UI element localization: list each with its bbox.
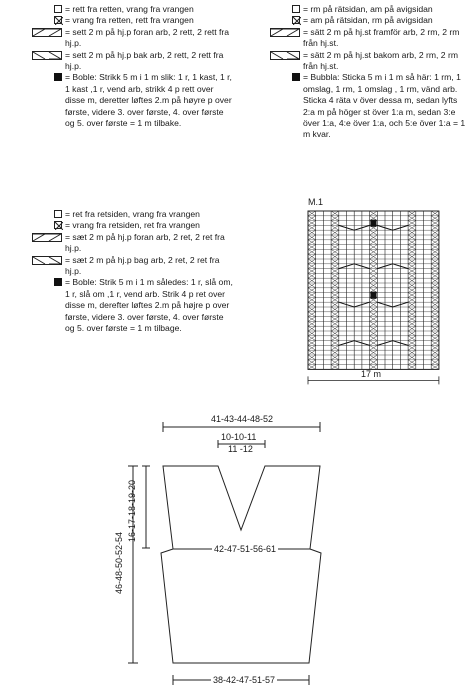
purl-cell — [408, 360, 416, 365]
legend-text: = rm på rätsidan, am på avigsidan — [303, 4, 433, 14]
purl-cell — [308, 350, 316, 355]
purl-cell — [370, 259, 378, 264]
legend-text: = vrang fra retten, rett fra vrangen — [65, 15, 194, 26]
purl-cell — [370, 307, 378, 312]
purl-cell — [408, 211, 416, 216]
purl-cell — [408, 245, 416, 250]
purl-cell — [408, 254, 416, 259]
purl-cell — [431, 283, 439, 288]
legend-text: = sett 2 m på hj.p foran arb, 2 rett, 2 rett fra hj.p. — [65, 26, 230, 49]
purl-cell — [308, 225, 316, 230]
purl-cell — [308, 331, 316, 336]
purl-cell — [370, 293, 378, 298]
purl-cell — [408, 312, 416, 317]
purl-cell — [308, 317, 316, 322]
purl-cell — [408, 249, 416, 254]
purl-cell — [308, 273, 316, 278]
purl-cell — [331, 254, 339, 259]
purl-cell — [431, 336, 439, 341]
purl-cell — [431, 245, 439, 250]
cable-symbol — [339, 225, 370, 230]
purl-cell — [331, 355, 339, 360]
purl-cell — [331, 259, 339, 264]
purl-cell — [331, 317, 339, 322]
crossed-square-icon — [268, 15, 300, 24]
legend-row — [268, 15, 468, 26]
purl-cell — [431, 259, 439, 264]
purl-cell — [370, 288, 378, 293]
purl-cell — [431, 254, 439, 259]
purl-cell — [308, 321, 316, 326]
purl-cell — [370, 254, 378, 259]
purl-cell — [370, 230, 378, 235]
purl-cell — [431, 326, 439, 331]
purl-cell — [408, 331, 416, 336]
legend-row — [30, 209, 235, 220]
bottom-width-label: 38-42-47-51-57 — [213, 675, 276, 685]
legend-text: = am på rätsidan, rm på avigsidan — [303, 15, 433, 26]
purl-cell — [370, 355, 378, 360]
purl-cell — [370, 235, 378, 240]
purl-cell — [431, 312, 439, 317]
purl-cell — [331, 235, 339, 240]
purl-cell — [431, 360, 439, 365]
purl-cell — [308, 245, 316, 250]
purl-cell — [408, 302, 416, 307]
purl-cell — [370, 245, 378, 250]
cable-symbol — [377, 302, 408, 307]
purl-cell — [370, 317, 378, 322]
legend-row — [268, 50, 468, 73]
purl-cell — [331, 211, 339, 216]
purl-cell — [308, 345, 316, 350]
purl-cell — [370, 269, 378, 274]
purl-cell — [331, 288, 339, 293]
empty-square-icon — [30, 4, 62, 13]
purl-cell — [408, 264, 416, 269]
purl-cell — [331, 225, 339, 230]
purl-cell — [331, 312, 339, 317]
purl-cell — [408, 225, 416, 230]
purl-cell — [331, 336, 339, 341]
purl-cell — [408, 326, 416, 331]
purl-cell — [331, 350, 339, 355]
purl-cell — [408, 278, 416, 283]
cable-front-icon — [30, 232, 62, 242]
purl-cell — [308, 336, 316, 341]
legend-row — [268, 4, 468, 15]
cable-symbol — [339, 341, 370, 346]
total-length-label: 46-48-50-52-54 — [114, 531, 124, 594]
legend-row — [30, 27, 235, 50]
purl-cell — [331, 283, 339, 288]
purl-cell — [331, 221, 339, 226]
purl-cell — [431, 235, 439, 240]
purl-cell — [408, 235, 416, 240]
purl-cell — [331, 216, 339, 221]
purl-cell — [331, 264, 339, 269]
purl-cell — [331, 230, 339, 235]
purl-cell — [308, 302, 316, 307]
cable-front-icon — [30, 27, 62, 37]
purl-cell — [370, 336, 378, 341]
legend-row — [30, 4, 235, 15]
purl-cell — [431, 365, 439, 370]
purl-cell — [308, 254, 316, 259]
purl-cell — [370, 221, 378, 226]
purl-cell — [408, 216, 416, 221]
crossed-square-icon — [30, 220, 62, 229]
cable-symbol — [339, 302, 370, 307]
chart-width-label: 17 m — [360, 369, 381, 379]
purl-cell — [370, 249, 378, 254]
legend-swedish — [268, 4, 468, 141]
top-width-label: 41-43-44-48-52 — [211, 414, 274, 424]
purl-cell — [370, 331, 378, 336]
legend-text: = sæt 2 m på hj.p bag arb, 2 ret, 2 ret fra hj.p. — [65, 254, 220, 277]
purl-cell — [331, 307, 339, 312]
legend-text: = rett fra retten, vrang fra vrangen — [65, 4, 194, 14]
purl-cell — [431, 321, 439, 326]
empty-square-icon — [268, 4, 300, 13]
purl-cell — [370, 302, 378, 307]
purl-cell — [431, 249, 439, 254]
purl-cell — [370, 225, 378, 230]
black-square-icon — [30, 72, 62, 81]
purl-cell — [431, 355, 439, 360]
purl-cell — [331, 297, 339, 302]
purl-cell — [331, 345, 339, 350]
purl-cell — [308, 264, 316, 269]
legend-text: = sæt 2 m på hj.p foran arb, 2 ret, 2 ret fra hj.p. — [65, 231, 225, 254]
purl-cell — [408, 317, 416, 322]
purl-cell — [431, 273, 439, 278]
purl-cell — [370, 273, 378, 278]
legend-text: = Boble: Strik 5 m i 1 m således: 1 r, slå om, 1 r, slå om ,1 r, vend arb. Strik 4 p ret over disse m, derefter løftes 2.m på højre p over første, videre 3. over første, 4. over første og 5. over første = 1 m tilbage. — [65, 277, 233, 334]
purl-cell — [408, 269, 416, 274]
legend-row — [30, 72, 235, 129]
purl-cell — [331, 245, 339, 250]
purl-cell — [331, 278, 339, 283]
purl-cell — [308, 312, 316, 317]
chart-grid — [308, 211, 439, 384]
purl-cell — [331, 249, 339, 254]
purl-cell — [331, 321, 339, 326]
legend-text: = sätt 2 m på hj.st bakom arb, 2 rm, 2 rm från hj.st. — [303, 49, 458, 72]
purl-cell — [431, 278, 439, 283]
purl-cell — [308, 249, 316, 254]
purl-cell — [408, 321, 416, 326]
purl-cell — [308, 230, 316, 235]
purl-cell — [331, 341, 339, 346]
purl-cell — [308, 341, 316, 346]
legend-row — [268, 72, 468, 140]
purl-cell — [308, 355, 316, 360]
purl-cell — [308, 278, 316, 283]
legend-row — [30, 232, 235, 255]
purl-cell — [431, 302, 439, 307]
purl-cell — [370, 341, 378, 346]
purl-cell — [308, 283, 316, 288]
black-square-icon — [30, 277, 62, 286]
purl-cell — [331, 273, 339, 278]
purl-cell — [431, 331, 439, 336]
purl-cell — [431, 288, 439, 293]
legend-text: = Bubbla: Sticka 5 m i 1 m så här: 1 rm, 1 omslag, 1 rm, 1 omslag , 1 rm, vänd arb. Sticka 4 räta v över dessa m, sedan lyfts 2:a m på höger st över 1:a m, sedan 3:e över 1:a, 4:e över 1:a, och 5:e över 1:a = 1 m kvar. — [303, 72, 466, 140]
purl-cell — [408, 365, 416, 370]
purl-cell — [431, 211, 439, 216]
purl-cell — [370, 264, 378, 269]
purl-cell — [431, 307, 439, 312]
legend-text: = ret fra retsiden, vrang fra vrangen — [65, 209, 200, 219]
purl-cell — [408, 336, 416, 341]
purl-cell — [431, 269, 439, 274]
purl-cell — [408, 293, 416, 298]
bobble-cell — [370, 220, 376, 227]
purl-cell — [370, 297, 378, 302]
purl-cell — [308, 297, 316, 302]
purl-cell — [308, 211, 316, 216]
cable-symbol — [377, 264, 408, 269]
legend-row — [30, 277, 235, 334]
neck-width-label-2: 11 -12 — [228, 444, 253, 454]
purl-cell — [308, 307, 316, 312]
cable-back-icon — [268, 50, 300, 60]
cable-symbol — [377, 341, 408, 346]
purl-cell — [408, 221, 416, 226]
legend-text: = vrang fra retsiden, ret fra vrangen — [65, 220, 200, 231]
purl-cell — [408, 345, 416, 350]
legend-text: = sett 2 m på hj.p bak arb, 2 rett, 2 rett fra hj.p. — [65, 49, 224, 72]
purl-cell — [331, 360, 339, 365]
purl-cell — [370, 283, 378, 288]
legend-text: = Boble: Strikk 5 m i 1 m slik: 1 r, 1 kast, 1 r, 1 kast ,1 r, vend arb, strikk 4 p rett over disse m, deretter løftes 2.m på høyre p over første, videre 3. over første, 4. over første og 5. over første = 1 m tilbake. — [65, 72, 232, 129]
black-square-icon — [268, 72, 300, 81]
legend-text: = sätt 2 m på hj.st framför arb, 2 rm, 2 rm från hj.st. — [303, 26, 460, 49]
purl-cell — [370, 321, 378, 326]
empty-square-icon — [30, 209, 62, 218]
purl-cell — [370, 240, 378, 245]
purl-cell — [370, 326, 378, 331]
purl-cell — [331, 269, 339, 274]
purl-cell — [308, 326, 316, 331]
legend-row — [30, 255, 235, 278]
purl-cell — [308, 221, 316, 226]
purl-cell — [408, 307, 416, 312]
crossed-square-icon — [30, 15, 62, 24]
purl-cell — [331, 240, 339, 245]
purl-cell — [308, 235, 316, 240]
legend-row — [30, 50, 235, 73]
purl-cell — [308, 216, 316, 221]
cable-symbol — [339, 264, 370, 269]
purl-cell — [408, 350, 416, 355]
purl-cell — [370, 278, 378, 283]
legend-row — [30, 220, 235, 231]
purl-cell — [308, 269, 316, 274]
purl-cell — [431, 297, 439, 302]
cable-front-icon — [268, 27, 300, 37]
purl-cell — [308, 288, 316, 293]
purl-cell — [431, 221, 439, 226]
chest-width-label: 42-47-51-56-61 — [214, 544, 277, 554]
purl-cell — [308, 259, 316, 264]
legend-row — [30, 15, 235, 26]
bobble-cell — [370, 292, 376, 299]
purl-cell — [308, 240, 316, 245]
purl-cell — [408, 259, 416, 264]
purl-cell — [431, 230, 439, 235]
chart-title: M.1 — [308, 197, 324, 207]
purl-cell — [370, 211, 378, 216]
purl-cell — [331, 302, 339, 307]
purl-cell — [370, 350, 378, 355]
purl-cell — [308, 360, 316, 365]
purl-cell — [431, 240, 439, 245]
purl-cell — [370, 312, 378, 317]
purl-cell — [331, 293, 339, 298]
purl-cell — [408, 288, 416, 293]
purl-cell — [370, 360, 378, 365]
purl-cell — [431, 317, 439, 322]
purl-cell — [408, 297, 416, 302]
cable-back-icon — [30, 50, 62, 60]
purl-cell — [331, 331, 339, 336]
purl-cell — [308, 293, 316, 298]
armhole-length-label: 16-17-18-19-20 — [127, 479, 137, 542]
purl-cell — [408, 355, 416, 360]
purl-cell — [370, 216, 378, 221]
purl-cell — [408, 283, 416, 288]
purl-cell — [408, 273, 416, 278]
legend-norwegian — [30, 4, 235, 129]
purl-cell — [408, 230, 416, 235]
legend-danish — [30, 209, 235, 334]
purl-cell — [370, 345, 378, 350]
purl-cell — [331, 365, 339, 370]
cable-back-icon — [30, 255, 62, 265]
purl-cell — [331, 326, 339, 331]
purl-cell — [431, 293, 439, 298]
purl-cell — [431, 350, 439, 355]
legend-row — [268, 27, 468, 50]
purl-cell — [431, 341, 439, 346]
purl-cell — [431, 264, 439, 269]
purl-cell — [408, 240, 416, 245]
purl-cell — [408, 341, 416, 346]
purl-cell — [431, 345, 439, 350]
purl-cell — [308, 365, 316, 370]
purl-cell — [431, 216, 439, 221]
cable-symbol — [377, 225, 408, 230]
purl-cell — [431, 225, 439, 230]
neck-width-label-1: 10-10-11 — [221, 432, 257, 442]
